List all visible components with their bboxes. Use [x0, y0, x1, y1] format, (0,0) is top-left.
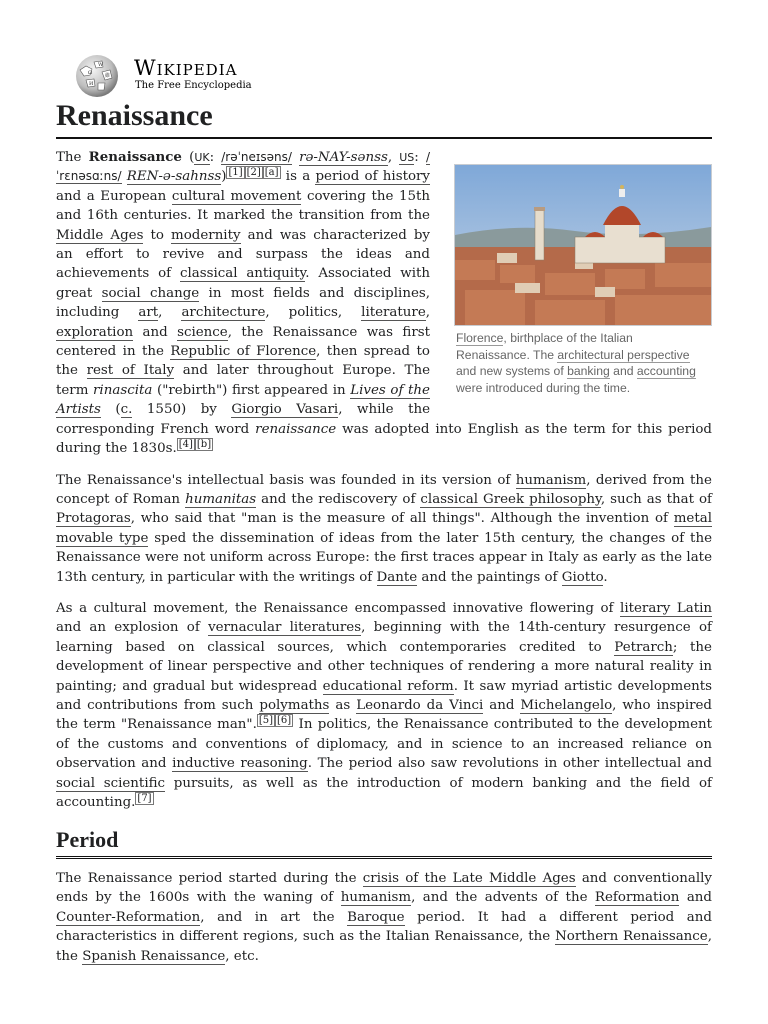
link-us[interactable]: US	[399, 151, 415, 164]
wikipedia-globe-logo[interactable]	[72, 52, 122, 98]
intro-paragraph-3: As a cultural movement, the Renaissance encompassed innovative flowering of literary Latin and an explosion of vernacular literatures, beginning with the 14th-century resurgence of learning based on classical sources, which contemporaries credited to Petrarch; the development of linear perspective and other techniques of rendering a more natural reality in painting; and gradual but widespread educational reform. It saw myriad artistic developments and contributions from such polymaths as Leonardo da Vinci and Michelangelo, who inspired the term "Renaissance man". [5] [6] In politics, the Renaissance contributed to the development of the customs and conventions of diplomacy, and in science to an increased reliance on observation and inductive reasoning. The period also saw revolutions in other intellectual and social scientific pursuits, as well as the introduction of modern banking and the field of accounting. [7]	[56, 600, 713, 810]
link-literature[interactable]: literature	[361, 305, 426, 321]
citation-6[interactable]: [6]	[277, 714, 292, 726]
figure-caption: Florence, birthplace of the Italian Renaissance. The architectural perspective and new systems of banking and accounting were introduced during the time.	[456, 331, 696, 395]
infobox-figure	[454, 164, 712, 396]
wikipedia-tagline: The Free Encyclopedia	[135, 80, 252, 91]
link-classical-greek-philosophy[interactable]: classical Greek philosophy	[420, 491, 601, 507]
florence-photo[interactable]	[454, 164, 712, 326]
link-petrarch[interactable]: Petrarch	[614, 639, 673, 655]
link-giotto[interactable]: Giotto	[561, 569, 604, 585]
link-humanism[interactable]: humanism	[515, 472, 587, 488]
section-heading-period: Period	[56, 826, 712, 859]
link-literary-latin[interactable]: literary Latin	[620, 600, 712, 616]
link-circa[interactable]: c.	[120, 402, 133, 418]
link-respelling-us[interactable]: REN-ə-sahnss	[126, 169, 222, 185]
link-metal-movable-type[interactable]: metal movable type	[56, 511, 712, 546]
link-giorgio-vasari[interactable]: Giorgio Vasari	[231, 402, 339, 418]
link-humanitas[interactable]: humanitas	[185, 491, 257, 507]
link-social-scientific[interactable]: social scientific	[56, 775, 166, 791]
link-lives-of-the-artists[interactable]: Lives of the Artists	[56, 382, 430, 418]
citation-2[interactable]: [2]	[246, 166, 261, 178]
link-ipa-us[interactable]: /ˈrɛnəsɑːns/	[56, 150, 430, 184]
term-renaissance: Renaissance	[88, 149, 182, 165]
citation-7[interactable]: [7]	[137, 792, 152, 804]
link-vernacular-literatures[interactable]: vernacular literatures	[208, 620, 362, 636]
link-exploration[interactable]: exploration	[56, 324, 134, 340]
wikipedia-wordmark[interactable]: Wikipedia	[134, 56, 238, 80]
caption-link-accounting[interactable]: accounting	[636, 364, 696, 379]
link-reformation[interactable]: Reformation	[594, 890, 680, 906]
footnote-b[interactable]: [b]	[196, 438, 212, 450]
footnote-a[interactable]: [a]	[264, 166, 279, 178]
caption-link-architectural-perspective[interactable]: architectural perspective	[557, 347, 690, 362]
caption-link-florence[interactable]: Florence	[456, 331, 504, 345]
svg-text:維: 維	[105, 73, 111, 79]
link-ipa-uk[interactable]: /rəˈneɪsəns/	[221, 150, 292, 164]
link-baroque[interactable]: Baroque	[347, 909, 405, 925]
link-middle-ages[interactable]: Middle Ages	[56, 227, 144, 243]
intro-paragraph-2: The Renaissance's intellectual basis was founded in its version of humanism, derived from the concept of Roman humanitas and the rediscovery of classical Greek philosophy, such as that of Protagoras, who said that "man is the measure of all things". Although the invention of metal movable type sped the dissemination of ideas from the later 15th century, the changes of the Renaissance were not uniform across Europe: the first traces appear in Italy as early as the late 13th century, in particular with the writings of Dante and the paintings of Giotto.	[56, 472, 712, 585]
link-inductive-reasoning[interactable]: inductive reasoning	[172, 756, 308, 772]
citation-1[interactable]: [1]	[228, 166, 243, 178]
link-crisis-of-late-middle-ages[interactable]: crisis of the Late Middle Ages	[362, 871, 576, 886]
link-dante[interactable]: Dante	[376, 569, 418, 585]
link-spanish-renaissance[interactable]: Spanish Renaissance	[82, 948, 226, 964]
link-rest-of-italy[interactable]: rest of Italy	[86, 363, 175, 379]
page-title: Renaissance	[56, 97, 712, 139]
intro-paragraph-1: The Renaissance (UK: /rəˈneɪsəns/ rə-NAY-sənss, US: /ˈrɛnəsɑːns/ REN-ə-sahnss) [1] [2] [a] is a period of history and a European cultural movement covering the 15th and 16th centuries. It marked the transition from the Middle Ages to modernity and was characterized by an effort to revive and surpass the ideas and achievements of classical antiquity. Associated with great social change in most fields and disciplines, including art, architecture, politics, literature, exploration and science, the Renaissance was first centered in the Republic of Florence, then spread to the rest of Italy and later throughout Europe. The term rinascita ("rebirth") first appeared in Lives of the Artists (c. 1550) by Giorgio Vasari, while the corresponding French word renaissance was adopted into English as the term for this period during the 1830s. [4] [b]	[56, 149, 712, 457]
caption-link-banking[interactable]: banking	[567, 364, 610, 379]
link-classical-antiquity[interactable]: classical antiquity	[179, 266, 306, 282]
link-science[interactable]: science	[177, 324, 228, 340]
link-modernity[interactable]: modernity	[171, 227, 241, 243]
link-period-of-history[interactable]: period of history	[315, 169, 430, 185]
citation-5[interactable]: [5]	[258, 714, 274, 726]
link-architecture[interactable]: architecture	[181, 305, 266, 321]
link-social-change[interactable]: social change	[101, 285, 200, 301]
link-polymaths[interactable]: polymaths	[259, 697, 330, 713]
link-educational-reform[interactable]: educational reform	[322, 678, 454, 694]
link-protagoras[interactable]: Protagoras	[56, 511, 131, 527]
link-respelling-uk[interactable]: rə-NAY-sənss	[299, 150, 388, 165]
svg-text:Ω: Ω	[88, 70, 93, 76]
svg-text:W: W	[98, 62, 104, 68]
link-republic-of-florence[interactable]: Republic of Florence	[170, 344, 317, 360]
article-content	[56, 148, 712, 824]
link-humanism-period[interactable]: humanism	[340, 890, 412, 906]
citation-4[interactable]: [4]	[178, 438, 193, 450]
period-section-content	[56, 869, 712, 978]
link-counter-reformation[interactable]: Counter-Reformation	[56, 909, 201, 925]
link-leonardo-da-vinci[interactable]: Leonardo da Vinci	[356, 697, 484, 713]
link-uk[interactable]: UK	[194, 151, 210, 164]
link-northern-renaissance[interactable]: Northern Renaissance	[555, 929, 708, 945]
link-michelangelo[interactable]: Michelangelo	[520, 697, 613, 713]
svg-text:И: И	[89, 81, 94, 87]
link-cultural-movement[interactable]: cultural movement	[171, 188, 302, 204]
period-paragraph: The Renaissance period started during the crisis of the Late Middle Ages and conventionally ends by the 1600s with the waning of humanism, and the advents of the Reformation and Counter-Reformation, and in art the Baroque period. It had a different period and characteristics in different regions, such as the Italian Renaissance, the Northern Renaissance, the Spanish Renaissance, etc.	[56, 871, 712, 964]
florence-cityscape-image	[455, 165, 711, 325]
link-art[interactable]: art	[138, 305, 159, 321]
